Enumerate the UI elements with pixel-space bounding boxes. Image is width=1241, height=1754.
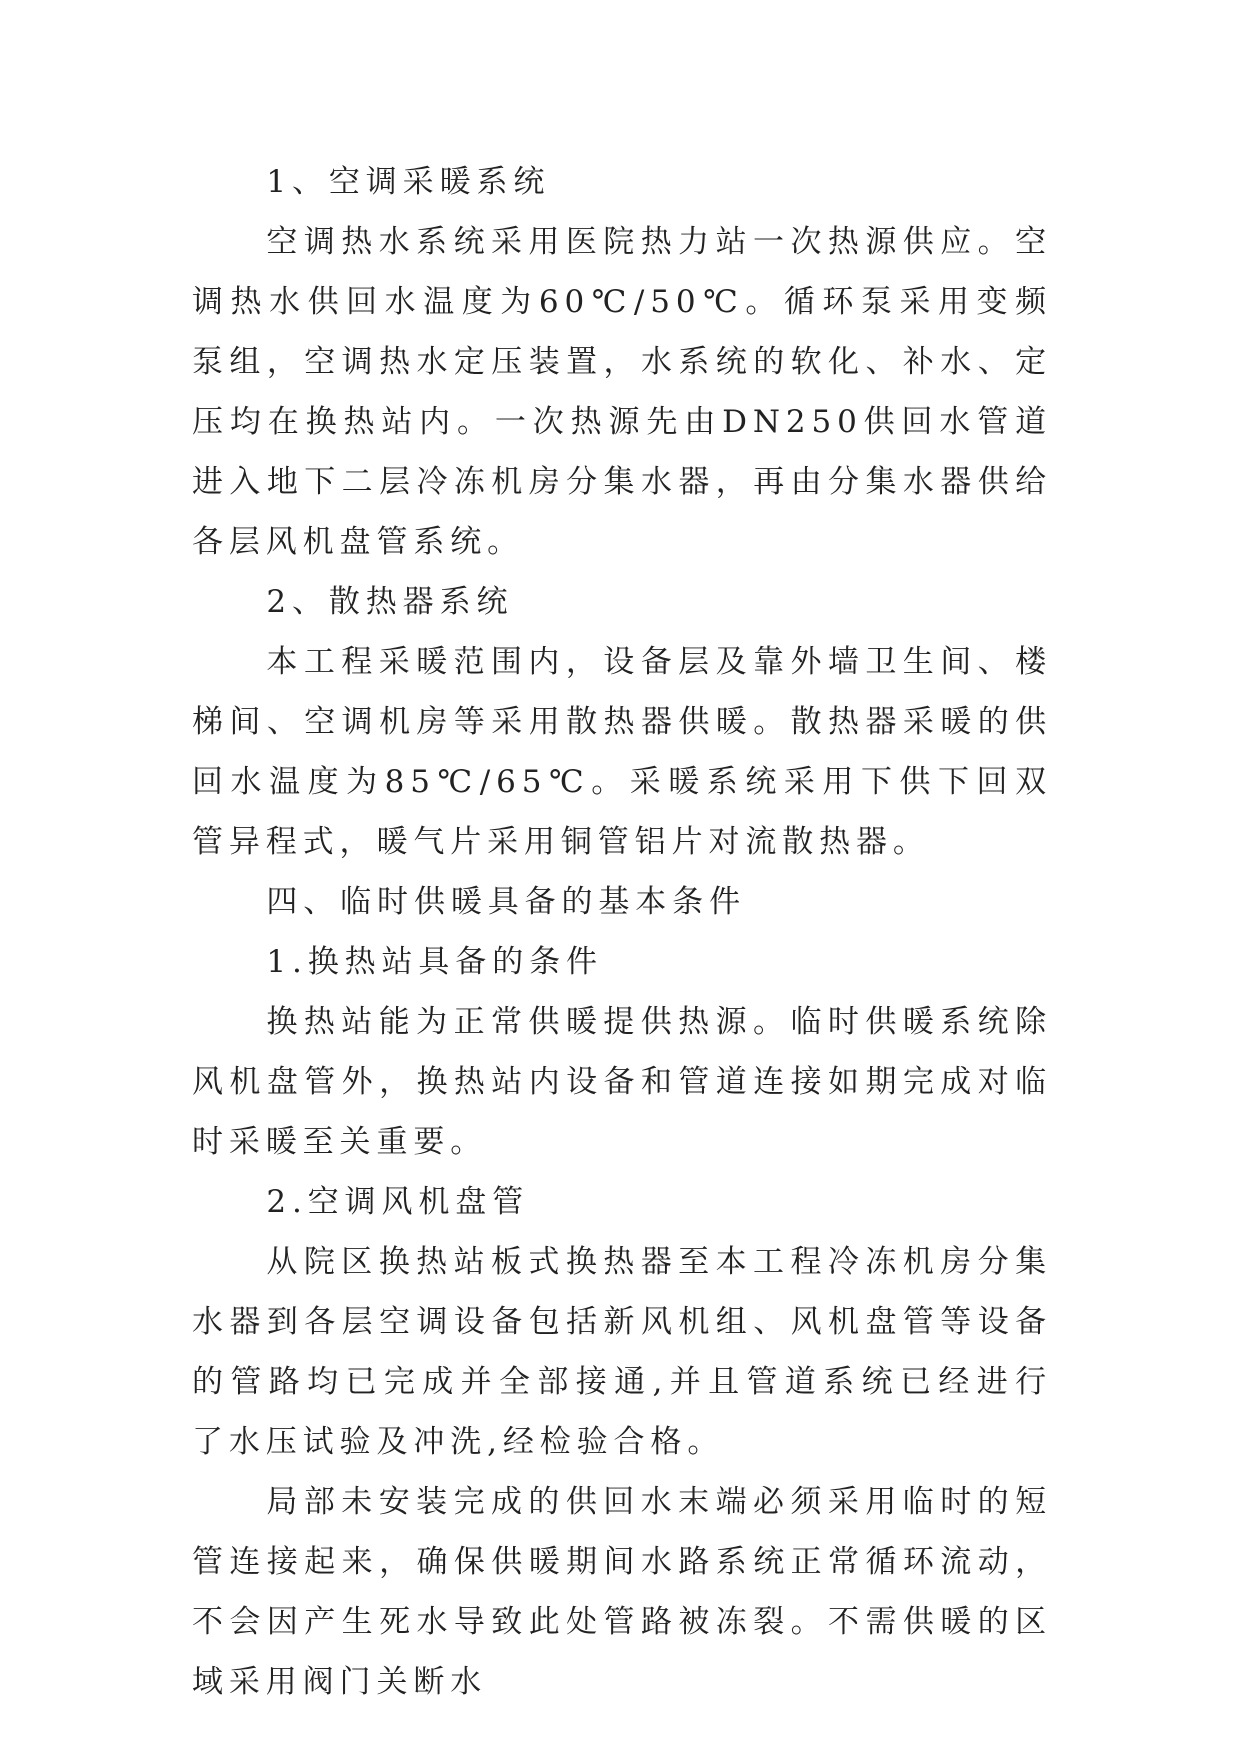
paragraph-temporary-short-pipes: 局部未安装完成的供回水末端必须采用临时的短管连接起来，确保供暖期间水路系统正常循环流动，不会因产生死水导致此处管路被冻裂。不需供暖的区域采用阀门关断水 [192, 1484, 1052, 1700]
heading-hvac-heating-system: 1、空调采暖系统 [266, 164, 551, 200]
paragraph-fan-coil-piping: 从院区换热站板式换热器至本工程冷冻机房分集水器到各层空调设备包括新风机组、风机盘管等设备的管路均已完成并全部接通,并且管道系统已经进行了水压试验及冲洗,经检验合格。 [192, 1244, 1052, 1460]
heading-heat-exchange-station: 1.换热站具备的条件 [266, 944, 603, 980]
paragraph-heat-exchange-station: 换热站能为正常供暖提供热源。临时供暖系统除风机盘管外，换热站内设备和管道连接如期完成对临时采暖至关重要。 [192, 1004, 1052, 1160]
heading-fan-coil: 2.空调风机盘管 [266, 1184, 530, 1220]
paragraph-hvac-hot-water: 空调热水系统采用医院热力站一次热源供应。空调热水供回水温度为60℃/50℃。循环泵采用变频泵组，空调热水定压装置，水系统的软化、补水、定压均在换热站内。一次热源先由DN250供回水管道进入地下二层冷冻机房分集水器，再由分集水器供给各层风机盘管系统。 [192, 224, 1052, 560]
heading-radiator-system: 2、散热器系统 [266, 584, 514, 620]
paragraph-radiator-heating: 本工程采暖范围内，设备层及靠外墙卫生间、楼梯间、空调机房等采用散热器供暖。散热器采暖的供回水温度为85℃/65℃。采暖系统采用下供下回双管异程式，暖气片采用铜管铝片对流散热器。 [192, 644, 1052, 860]
heading-temporary-heating-conditions: 四、临时供暖具备的基本条件 [266, 884, 746, 920]
document-body [192, 152, 1052, 1712]
